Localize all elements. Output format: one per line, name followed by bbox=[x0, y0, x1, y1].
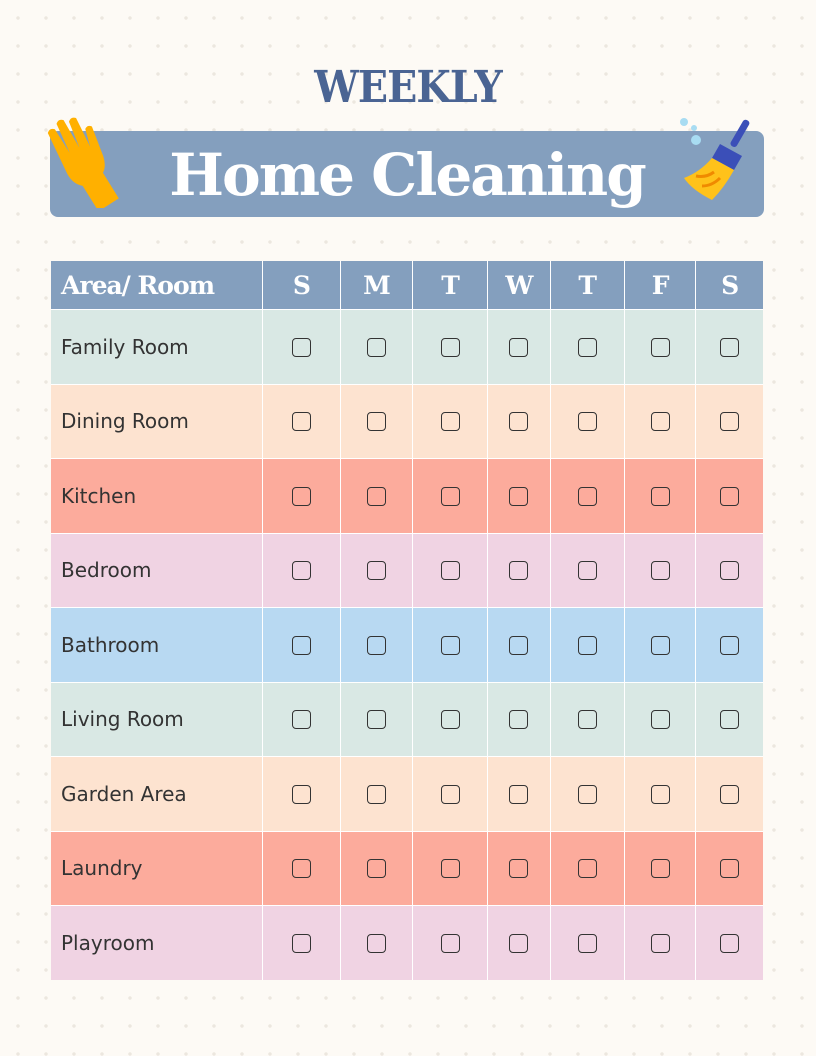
day-cell bbox=[262, 459, 340, 534]
column-header-day: S bbox=[696, 261, 763, 310]
day-cell bbox=[341, 906, 413, 980]
checkbox[interactable] bbox=[578, 487, 597, 506]
checkbox[interactable] bbox=[509, 636, 528, 655]
checkbox[interactable] bbox=[292, 561, 311, 580]
day-cell bbox=[696, 533, 763, 608]
day-cell bbox=[341, 682, 413, 757]
room-name: Laundry bbox=[51, 831, 262, 906]
checkbox[interactable] bbox=[441, 636, 460, 655]
checkbox[interactable] bbox=[720, 636, 739, 655]
day-cell bbox=[412, 533, 487, 608]
table-row bbox=[51, 757, 763, 832]
checkbox[interactable] bbox=[720, 487, 739, 506]
day-cell bbox=[341, 310, 413, 385]
day-cell bbox=[412, 608, 487, 683]
day-cell bbox=[262, 384, 340, 459]
checkbox[interactable] bbox=[292, 785, 311, 804]
checkbox[interactable] bbox=[292, 934, 311, 953]
day-cell bbox=[262, 757, 340, 832]
day-cell bbox=[624, 608, 695, 683]
day-cell bbox=[624, 906, 695, 980]
checkbox[interactable] bbox=[441, 934, 460, 953]
day-cell bbox=[550, 310, 624, 385]
checkbox[interactable] bbox=[651, 710, 670, 729]
day-cell bbox=[550, 682, 624, 757]
checkbox[interactable] bbox=[720, 412, 739, 431]
day-cell bbox=[412, 757, 487, 832]
checkbox[interactable] bbox=[367, 859, 386, 878]
day-cell bbox=[412, 906, 487, 980]
day-cell bbox=[488, 757, 550, 832]
day-cell bbox=[262, 608, 340, 683]
checkbox[interactable] bbox=[509, 338, 528, 357]
checkbox[interactable] bbox=[578, 561, 597, 580]
checkbox[interactable] bbox=[509, 859, 528, 878]
checkbox[interactable] bbox=[441, 338, 460, 357]
checkbox[interactable] bbox=[509, 487, 528, 506]
table-row bbox=[51, 533, 763, 608]
day-cell bbox=[412, 682, 487, 757]
column-header-day: M bbox=[341, 261, 413, 310]
checkbox[interactable] bbox=[720, 934, 739, 953]
column-header-day: T bbox=[550, 261, 624, 310]
checkbox[interactable] bbox=[651, 934, 670, 953]
room-name: Bedroom bbox=[51, 533, 262, 608]
day-cell bbox=[696, 384, 763, 459]
day-cell bbox=[624, 384, 695, 459]
day-cell bbox=[262, 682, 340, 757]
day-cell bbox=[262, 310, 340, 385]
checkbox[interactable] bbox=[578, 710, 597, 729]
checkbox[interactable] bbox=[509, 785, 528, 804]
room-name: Bathroom bbox=[51, 608, 262, 683]
table-row bbox=[51, 310, 763, 385]
day-cell bbox=[262, 831, 340, 906]
day-cell bbox=[341, 384, 413, 459]
checkbox[interactable] bbox=[578, 859, 597, 878]
checkbox[interactable] bbox=[720, 338, 739, 357]
table-header-row bbox=[51, 261, 763, 310]
day-cell bbox=[624, 757, 695, 832]
day-cell bbox=[412, 310, 487, 385]
checkbox[interactable] bbox=[367, 785, 386, 804]
day-cell bbox=[488, 608, 550, 683]
checkbox[interactable] bbox=[367, 636, 386, 655]
day-cell bbox=[550, 384, 624, 459]
day-cell bbox=[624, 459, 695, 534]
day-cell bbox=[550, 533, 624, 608]
day-cell bbox=[341, 831, 413, 906]
checkbox[interactable] bbox=[578, 785, 597, 804]
checkbox[interactable] bbox=[292, 338, 311, 357]
column-header-day: T bbox=[412, 261, 487, 310]
day-cell bbox=[696, 906, 763, 980]
day-cell bbox=[550, 831, 624, 906]
day-cell bbox=[550, 906, 624, 980]
day-cell bbox=[341, 608, 413, 683]
room-name: Garden Area bbox=[51, 757, 262, 832]
day-cell bbox=[696, 682, 763, 757]
room-name: Playroom bbox=[51, 906, 262, 980]
checkbox[interactable] bbox=[509, 412, 528, 431]
column-header-day: S bbox=[262, 261, 340, 310]
title-banner bbox=[50, 131, 764, 217]
checkbox[interactable] bbox=[367, 487, 386, 506]
broom-icon bbox=[676, 114, 766, 204]
day-cell bbox=[550, 459, 624, 534]
day-cell bbox=[696, 310, 763, 385]
column-header-day: F bbox=[624, 261, 695, 310]
day-cell bbox=[262, 533, 340, 608]
column-header-area: Area/ Room bbox=[51, 261, 262, 310]
day-cell bbox=[341, 459, 413, 534]
checkbox[interactable] bbox=[651, 412, 670, 431]
cleaning-table bbox=[51, 261, 763, 980]
checkbox[interactable] bbox=[509, 934, 528, 953]
day-cell bbox=[624, 831, 695, 906]
day-cell bbox=[488, 459, 550, 534]
day-cell bbox=[488, 831, 550, 906]
checkbox[interactable] bbox=[651, 859, 670, 878]
checkbox[interactable] bbox=[292, 859, 311, 878]
day-cell bbox=[488, 682, 550, 757]
day-cell bbox=[488, 384, 550, 459]
day-cell bbox=[341, 533, 413, 608]
day-cell bbox=[412, 459, 487, 534]
day-cell bbox=[550, 757, 624, 832]
checkbox[interactable] bbox=[651, 636, 670, 655]
checkbox[interactable] bbox=[578, 412, 597, 431]
checkbox[interactable] bbox=[578, 338, 597, 357]
day-cell bbox=[624, 310, 695, 385]
checkbox[interactable] bbox=[578, 934, 597, 953]
checkbox[interactable] bbox=[720, 561, 739, 580]
checkbox[interactable] bbox=[292, 710, 311, 729]
day-cell bbox=[488, 310, 550, 385]
checkbox[interactable] bbox=[578, 636, 597, 655]
room-name: Family Room bbox=[51, 310, 262, 385]
table-row bbox=[51, 384, 763, 459]
table-row bbox=[51, 906, 763, 980]
glove-icon bbox=[44, 108, 128, 208]
checkbox[interactable] bbox=[441, 561, 460, 580]
day-cell bbox=[696, 831, 763, 906]
checkbox[interactable] bbox=[367, 934, 386, 953]
day-cell bbox=[696, 757, 763, 832]
weekly-heading: WEEKLY bbox=[314, 62, 502, 113]
column-header-day: W bbox=[488, 261, 550, 310]
day-cell bbox=[262, 906, 340, 980]
checkbox[interactable] bbox=[720, 785, 739, 804]
room-name: Living Room bbox=[51, 682, 262, 757]
checkbox[interactable] bbox=[509, 561, 528, 580]
checkbox[interactable] bbox=[441, 487, 460, 506]
checkbox[interactable] bbox=[651, 785, 670, 804]
day-cell bbox=[488, 533, 550, 608]
checkbox[interactable] bbox=[292, 412, 311, 431]
room-name: Dining Room bbox=[51, 384, 262, 459]
checkbox[interactable] bbox=[441, 859, 460, 878]
day-cell bbox=[341, 757, 413, 832]
checkbox[interactable] bbox=[509, 710, 528, 729]
checkbox[interactable] bbox=[651, 561, 670, 580]
table-row bbox=[51, 459, 763, 534]
checkbox[interactable] bbox=[367, 338, 386, 357]
day-cell bbox=[412, 384, 487, 459]
checkbox[interactable] bbox=[292, 487, 311, 506]
checkbox[interactable] bbox=[367, 412, 386, 431]
table-row bbox=[51, 682, 763, 757]
checkbox[interactable] bbox=[367, 561, 386, 580]
checkbox[interactable] bbox=[367, 710, 386, 729]
checkbox[interactable] bbox=[720, 710, 739, 729]
checkbox[interactable] bbox=[651, 487, 670, 506]
room-name: Kitchen bbox=[51, 459, 262, 534]
checkbox[interactable] bbox=[292, 636, 311, 655]
checkbox[interactable] bbox=[720, 859, 739, 878]
day-cell bbox=[550, 608, 624, 683]
day-cell bbox=[624, 682, 695, 757]
day-cell bbox=[696, 608, 763, 683]
checkbox[interactable] bbox=[441, 710, 460, 729]
checkbox[interactable] bbox=[651, 338, 670, 357]
day-cell bbox=[696, 459, 763, 534]
table-row bbox=[51, 831, 763, 906]
checkbox[interactable] bbox=[441, 785, 460, 804]
day-cell bbox=[412, 831, 487, 906]
day-cell bbox=[488, 906, 550, 980]
day-cell bbox=[624, 533, 695, 608]
table-row bbox=[51, 608, 763, 683]
checkbox[interactable] bbox=[441, 412, 460, 431]
page-title: Home Cleaning bbox=[169, 141, 645, 209]
